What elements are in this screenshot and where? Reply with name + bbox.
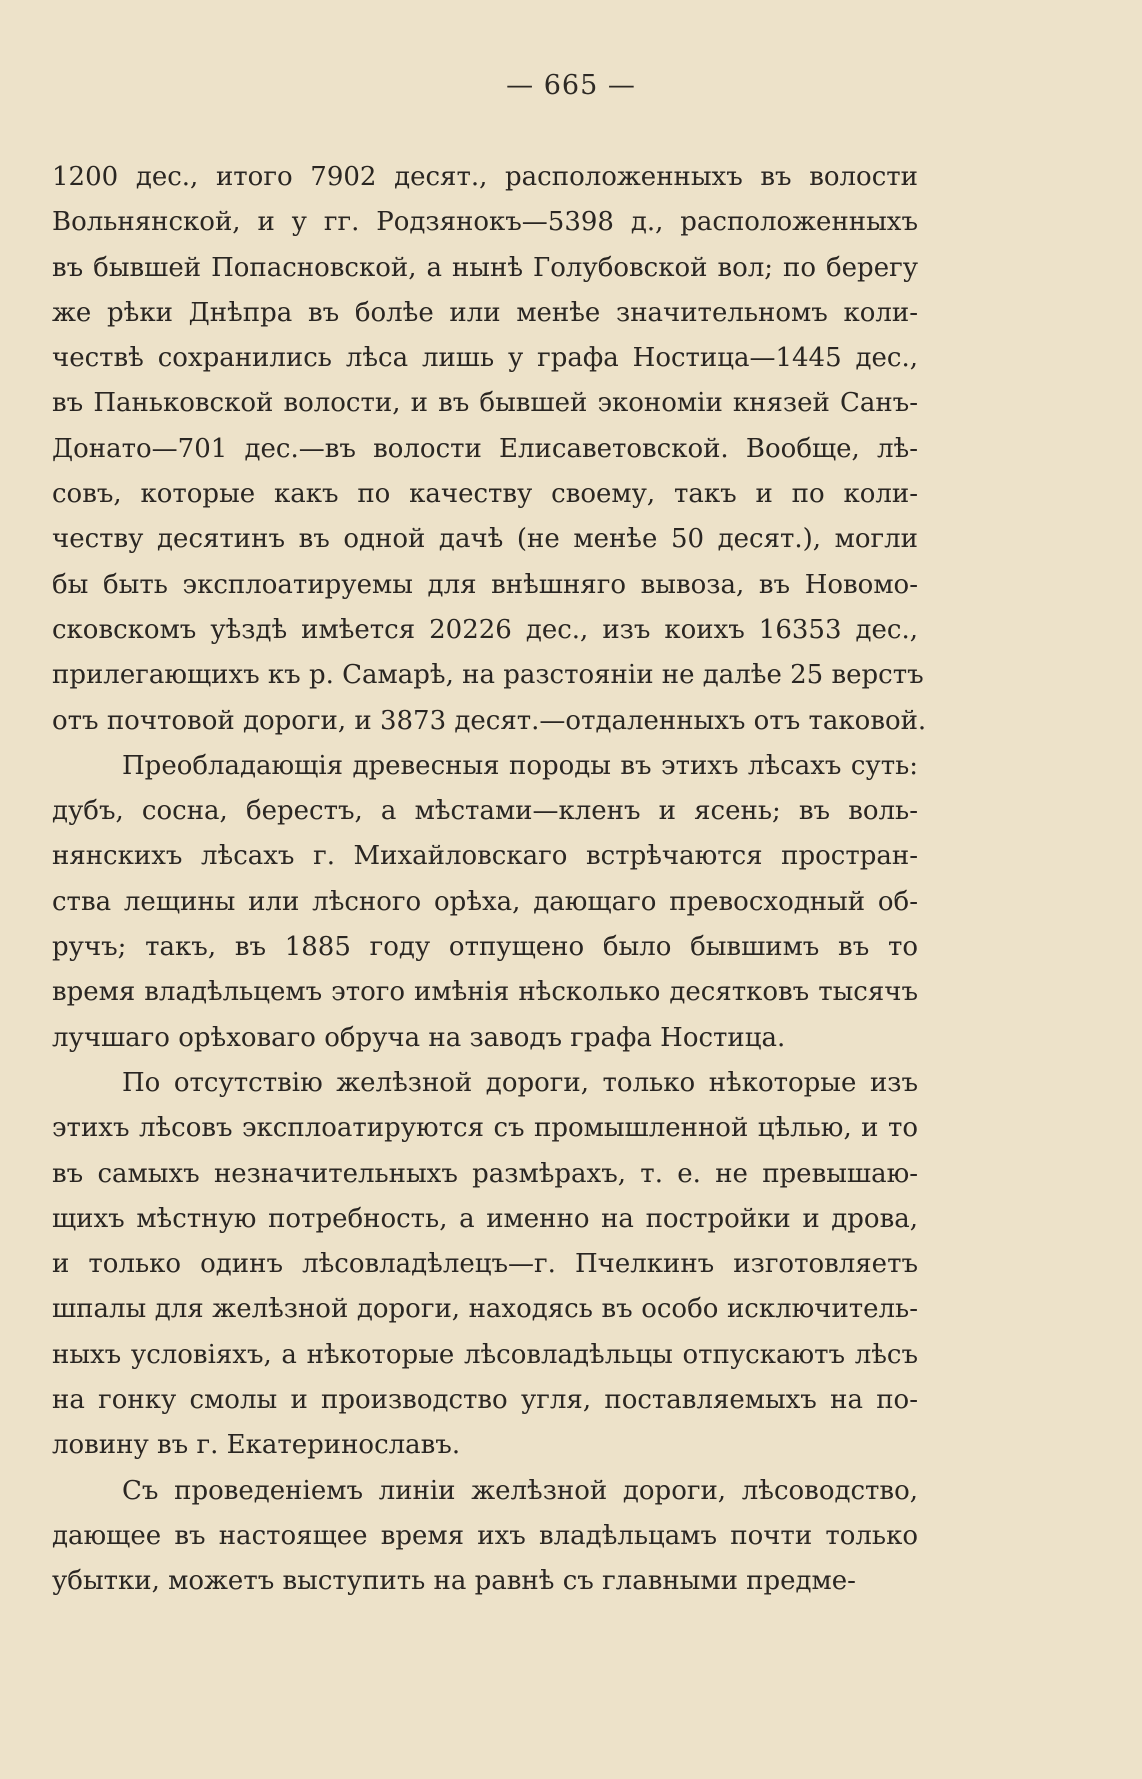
text-line: ства лещины или лѣсного орѣха, дающаго превосходный об- xyxy=(52,886,918,917)
text-line: дающее въ настоящее время ихъ владѣльцамъ почти только xyxy=(52,1520,918,1551)
text-line: убытки, можетъ выступить на равнѣ съ главными предме- xyxy=(52,1566,856,1597)
text-line: же рѣки Днѣпра въ болѣе или менѣе значительномъ коли- xyxy=(52,297,918,328)
text-line: въ самыхъ незначительныхъ размѣрахъ, т. е. не превышаю- xyxy=(52,1158,918,1189)
paragraph xyxy=(52,155,927,744)
text-line: сковскомъ уѣздѣ имѣется 20226 дес., изъ коихъ 16353 дес., xyxy=(52,614,918,645)
text-line: на гонку смолы и производство угля, поставляемыхъ на по- xyxy=(52,1385,918,1416)
text-line: честву десятинъ въ одной дачѣ (не менѣе 50 десят.), могли xyxy=(52,524,918,555)
text-line: шпалы для желѣзной дороги, находясь въ особо исключитель- xyxy=(52,1294,918,1325)
text-line: Съ проведеніемъ линіи желѣзной дороги, лѣсоводство, xyxy=(122,1475,918,1506)
text-line: ручъ; такъ, въ 1885 году отпущено было бывшимъ въ то xyxy=(52,932,918,963)
text-line: ловину въ г. Екатеринославъ. xyxy=(52,1430,461,1461)
text-line: этихъ лѣсовъ эксплоатируются съ промышленной цѣлью, и то xyxy=(52,1113,918,1144)
text-line: время владѣльцемъ этого имѣнія нѣсколько десятковъ тысячъ xyxy=(52,977,918,1008)
text-line: и только одинъ лѣсовладѣлецъ—г. Пчелкинъ изготовляетъ xyxy=(52,1249,918,1280)
text-line: въ Паньковской волости, и въ бывшей экономіи князей Санъ- xyxy=(52,388,918,419)
text-line: въ бывшей Попасновской, а нынѣ Голубовской вол; по берегу xyxy=(52,252,918,283)
text-line: дубъ, сосна, берестъ, а мѣстами—кленъ и ясень; въ воль- xyxy=(52,796,918,827)
text-line: 1200 дес., итого 7902 десят., расположенныхъ въ волости xyxy=(52,162,918,192)
text-line: ныхъ условіяхъ, а нѣкоторые лѣсовладѣльцы отпускаютъ лѣсъ xyxy=(52,1339,918,1370)
text-line: прилегающихъ къ р. Самарѣ, на разстояніи не далѣе 25 верстъ xyxy=(52,660,924,691)
text-line: бы быть эксплоатируемы для внѣшняго вывоза, въ Новомо- xyxy=(52,569,918,600)
paragraph xyxy=(52,1061,918,1469)
text-line: Преобладающія древесныя породы въ этихъ лѣсахъ суть: xyxy=(122,750,918,781)
text-line: отъ почтовой дороги, и 3873 десят.—отдаленныхъ отъ таковой. xyxy=(52,705,927,736)
text-line: совъ, которые какъ по качеству своему, такъ и по коли- xyxy=(52,479,918,510)
text-line: нянскихъ лѣсахъ г. Михайловскаго встрѣчаются простран- xyxy=(52,841,918,872)
paragraph xyxy=(52,744,918,1061)
body-text xyxy=(52,155,927,1605)
paragraph xyxy=(52,1469,918,1605)
text-line: По отсутствію желѣзной дороги, только нѣкоторые изъ xyxy=(122,1067,918,1098)
text-line: Донато—701 дес.—въ волости Елисаветовской. Вообще, лѣ- xyxy=(52,433,918,464)
text-line: лучшаго орѣховаго обруча на заводъ графа Ностица. xyxy=(52,1022,786,1053)
text-line: щихъ мѣстную потребность, а именно на постройки и дрова, xyxy=(52,1203,918,1234)
text-line: Вольнянской, и у гг. Родзянокъ—5398 д., расположенныхъ xyxy=(52,207,918,238)
page-number: — 665 — xyxy=(506,70,636,101)
text-line: чествѣ сохранились лѣса лишь у графа Ностица—1445 дес., xyxy=(52,343,918,374)
